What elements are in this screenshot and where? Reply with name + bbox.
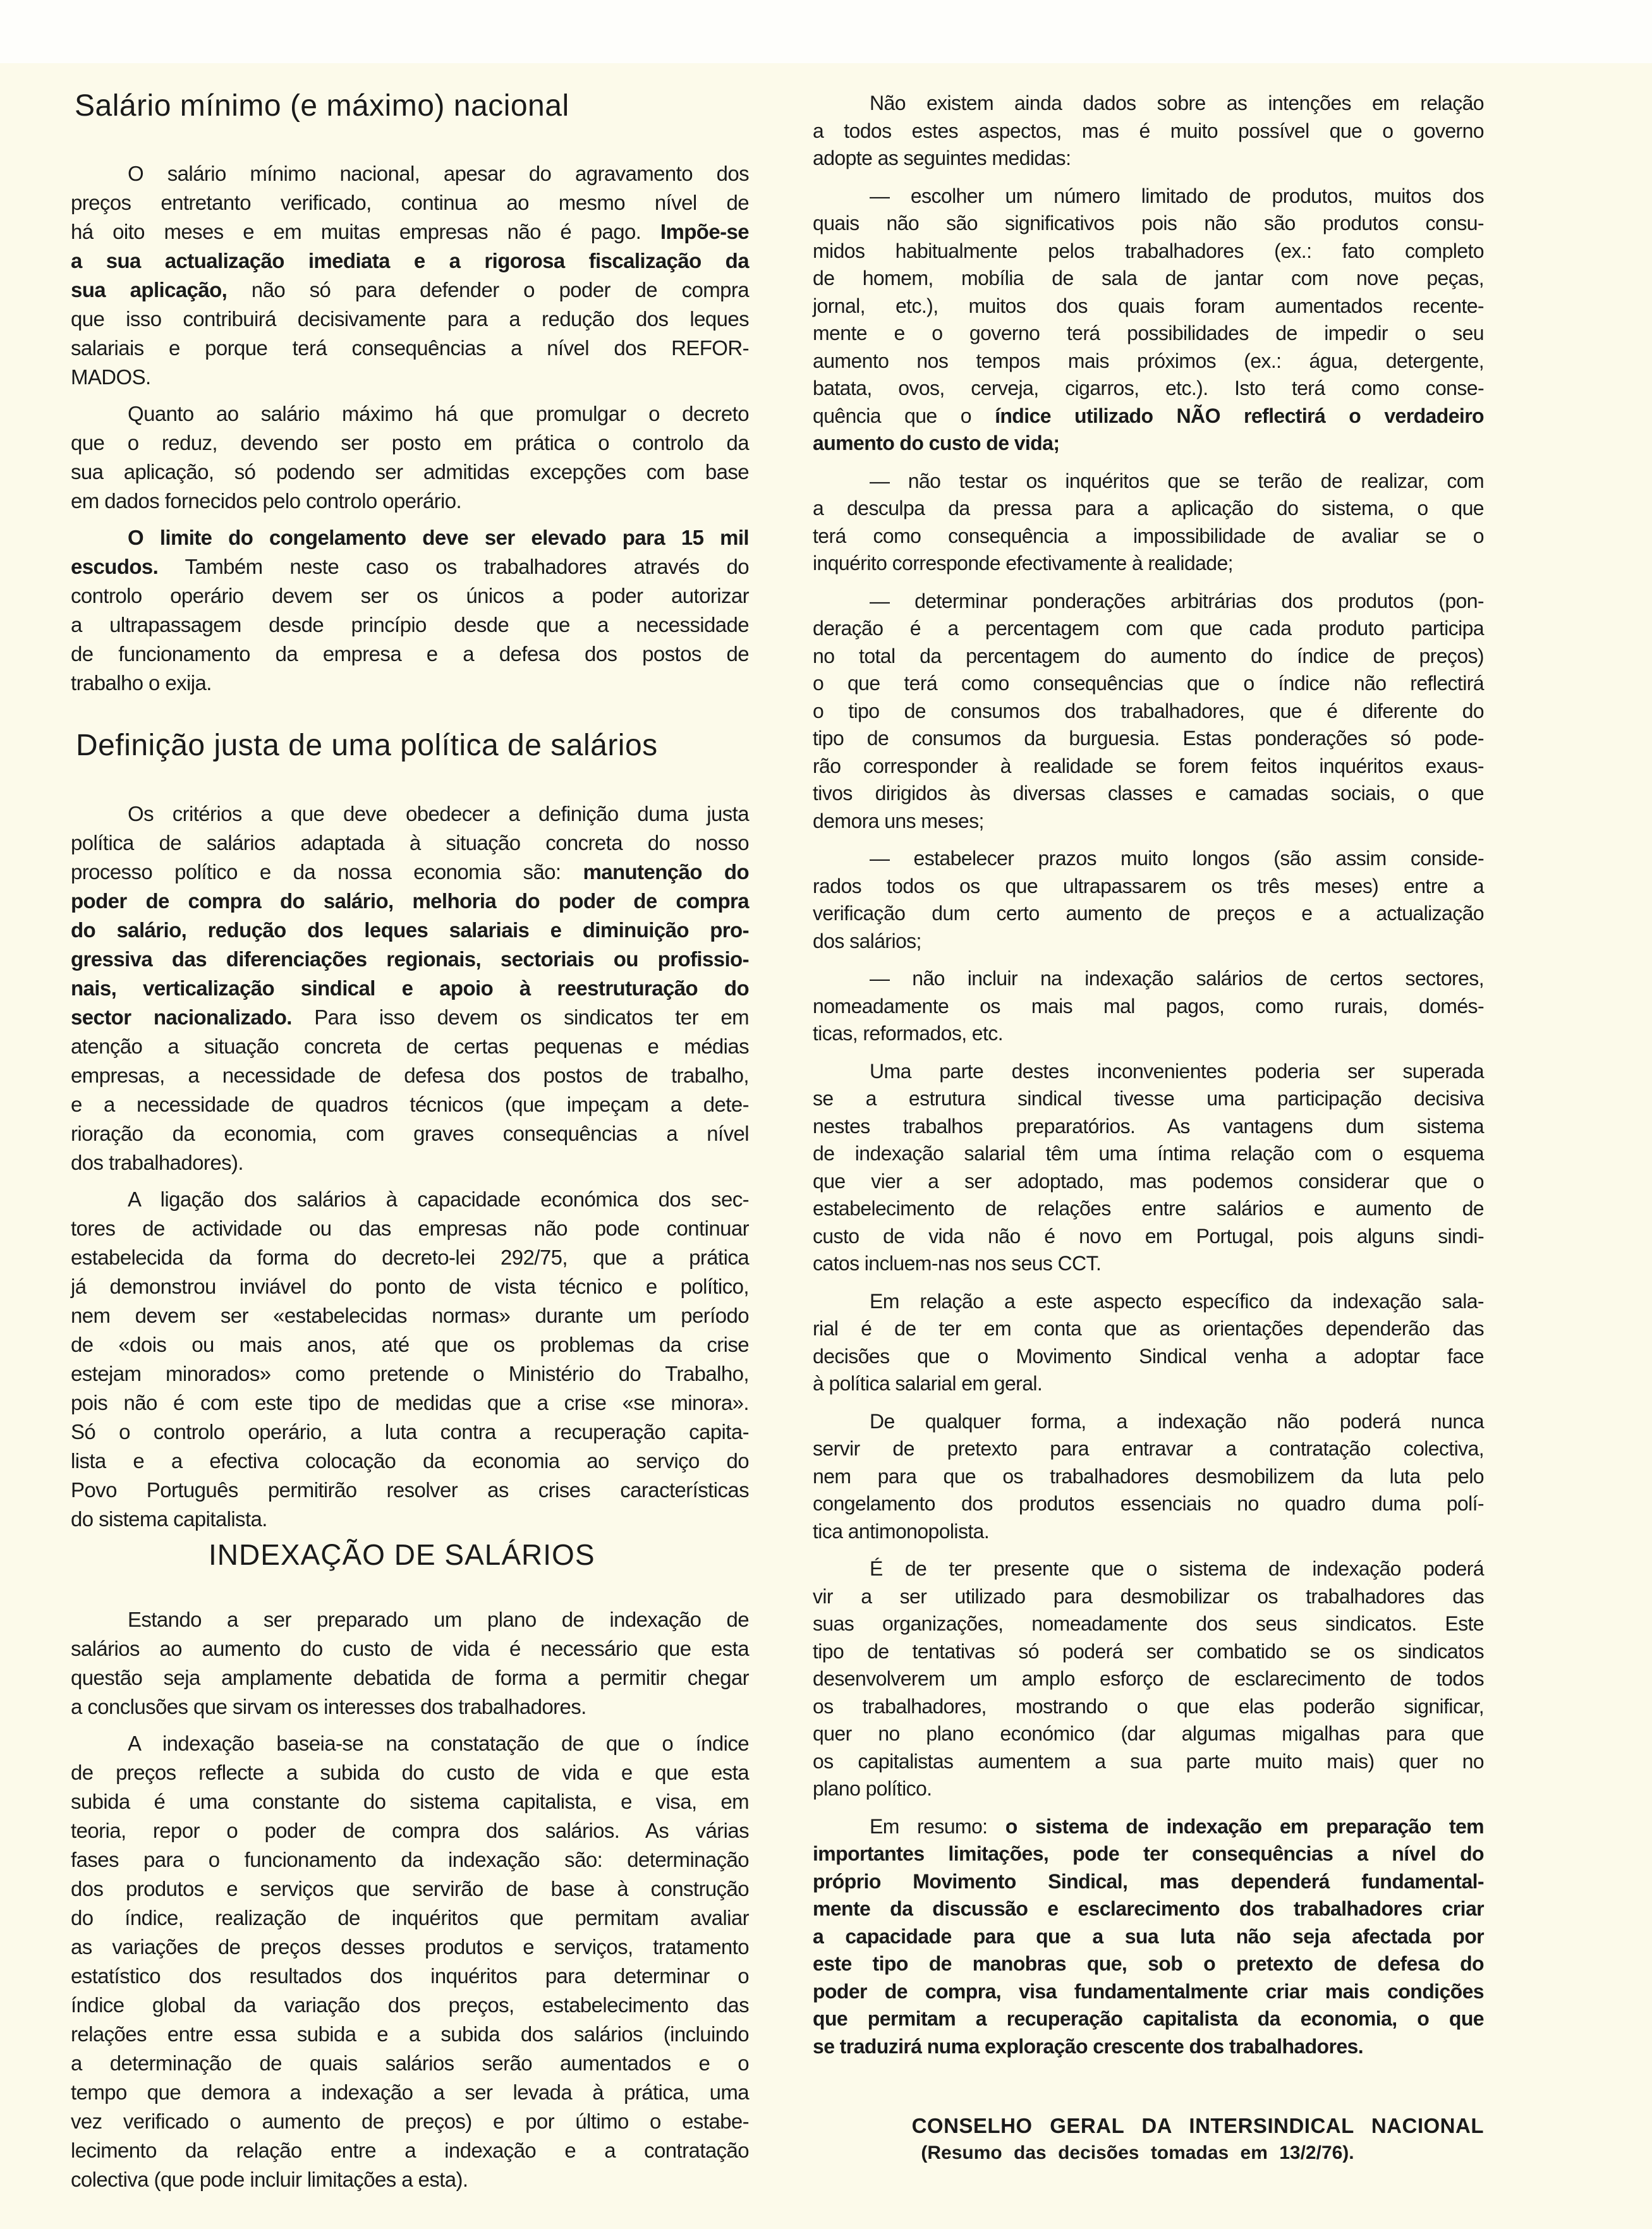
text-line xyxy=(71,916,749,945)
text-line xyxy=(813,1370,1484,1398)
text-line xyxy=(813,965,1484,993)
section-salario-minimo-body xyxy=(71,159,749,705)
text-line xyxy=(71,1991,749,2020)
text-line xyxy=(71,1634,749,1663)
text: deração é a percentagem com que cada produto participa xyxy=(813,617,1484,640)
text: — não testar os inquéritos que se terão de realizar, com xyxy=(870,469,1484,492)
text: catos incluem-nas nos seus CCT. xyxy=(813,1252,1102,1275)
bold-text: nais, verticalização sindical e apoio à reestruturação do xyxy=(71,976,749,1000)
text-line xyxy=(813,1085,1484,1113)
text-line xyxy=(71,1090,749,1119)
text: dos trabalhadores). xyxy=(71,1151,243,1174)
text: de preços reflecte a subida do custo de vida e que esta xyxy=(71,1761,749,1784)
text: não só para defender o poder de compra xyxy=(227,278,750,301)
text-line xyxy=(813,643,1484,671)
text-line xyxy=(813,1168,1484,1196)
text: salários ao aumento do custo de vida é necessário que esta xyxy=(71,1637,749,1660)
text: sua aplicação, só podendo ser admitidas excepções com base xyxy=(71,460,749,483)
text-line xyxy=(813,1315,1484,1343)
text: a todos estes aspectos, mas é muito possível que o governo xyxy=(813,119,1484,142)
text: Em relação a este aspecto específico da indexação sala- xyxy=(870,1289,1484,1313)
text-line xyxy=(71,1874,749,1904)
paragraph xyxy=(813,183,1484,458)
text: rioração da economia, com graves consequências a nível xyxy=(71,1122,749,1145)
text: Para isso devem os sindicatos ter em xyxy=(291,1005,749,1029)
text-line xyxy=(813,1518,1484,1546)
text: política de salários adaptada à situação concreta do nosso xyxy=(71,831,749,854)
text-line xyxy=(71,159,749,188)
text: decisões que o Movimento Sindical venha a adoptar face xyxy=(813,1344,1484,1368)
text: tica antimonopolista. xyxy=(813,1519,990,1543)
text-line xyxy=(813,550,1484,578)
text-line xyxy=(71,1148,749,1177)
text-line xyxy=(813,1813,1484,1841)
signature-date-note: (Resumo das decisões tomadas em 13/2/76). xyxy=(921,2142,1354,2163)
text: estabelecida da forma do decreto-lei 292/75, que a prática xyxy=(71,1246,749,1269)
text-line xyxy=(813,725,1484,753)
text: Também neste caso os trabalhadores através do xyxy=(158,555,749,578)
bold-text: importantes limitações, pode ter consequências a nível do xyxy=(813,1842,1484,1865)
text: à política salarial em geral. xyxy=(813,1372,1043,1395)
text: o que terá como consequências que o índice não reflectirá xyxy=(813,672,1484,695)
text-line xyxy=(813,1583,1484,1611)
text: empresas, a necessidade de defesa dos postos de trabalho, xyxy=(71,1064,749,1087)
text-line xyxy=(813,375,1484,403)
text: de homem, mobília de sala de jantar com nove peças, xyxy=(813,267,1484,289)
text-line xyxy=(813,615,1484,643)
text: ticas, reformados, etc. xyxy=(813,1022,1003,1045)
text: dos produtos e serviços que servirão de base à construção xyxy=(71,1877,749,1900)
text-line xyxy=(71,1933,749,1962)
text: Uma parte destes inconvenientes poderia ser superada xyxy=(870,1059,1484,1083)
text: tores de actividade ou das empresas não pode continuar xyxy=(71,1217,749,1240)
text-line xyxy=(813,1343,1484,1371)
text-line xyxy=(71,246,749,276)
text: que o reduz, devendo ser posto em prática o controlo da xyxy=(71,431,749,454)
section-indexacao-body xyxy=(71,1605,749,2202)
paragraph xyxy=(813,588,1484,835)
text-line xyxy=(813,2005,1484,2033)
bold-text: índice utilizado NÃO reflectirá o verdadeiro xyxy=(995,404,1484,427)
text-line xyxy=(813,993,1484,1021)
text: A ligação dos salários à capacidade económica dos sec- xyxy=(128,1187,749,1211)
text: De qualquer forma, a indexação não poderá nunca xyxy=(870,1409,1484,1433)
text: nomeadamente os mais mal pagos, como rurais, domés- xyxy=(813,994,1484,1017)
text: rão corresponder à realidade se forem feitos inquéritos exaus- xyxy=(813,754,1484,777)
paragraph xyxy=(813,1408,1484,1546)
text-line xyxy=(71,1214,749,1243)
text-line xyxy=(813,1140,1484,1168)
text-line xyxy=(813,495,1484,523)
text: lecimento da relação entre a indexação e a contratação xyxy=(71,2139,749,2162)
bold-text: mente da discussão e esclarecimento dos trabalhadores criar xyxy=(813,1897,1484,1920)
text: jornal, etc.), muitos dos quais foram aumentados recente- xyxy=(813,294,1484,317)
bold-text: O limite do congelamento deve ser elevado para 15 mil xyxy=(128,526,749,549)
text-line xyxy=(71,1729,749,1758)
text-line xyxy=(813,588,1484,616)
text: desenvolverem um amplo esforço de esclarecimento de todos xyxy=(813,1667,1484,1690)
text: — escolher um número limitado de produtos, muitos dos xyxy=(870,184,1484,207)
text: que vier a ser adoptado, mas podemos considerar que o xyxy=(813,1169,1484,1193)
text-line xyxy=(813,1223,1484,1251)
text: congelamento dos produtos essenciais no quadro duma polí- xyxy=(813,1492,1484,1515)
text: a desculpa da pressa para a aplicação do sistema, o que xyxy=(813,497,1484,519)
text: questão seja amplamente debatida de forma a permitir chegar xyxy=(71,1666,749,1689)
text-line xyxy=(813,1868,1484,1896)
text-line xyxy=(71,217,749,246)
text: inquérito corresponde efectivamente à realidade; xyxy=(813,552,1233,574)
text-line xyxy=(71,858,749,887)
text-line xyxy=(813,265,1484,293)
heading-definicao-politica-salarios: Definição justa de uma política de salários xyxy=(76,729,658,762)
text: fases para o funcionamento da indexação são: determinação xyxy=(71,1848,749,1871)
bold-text: se traduzirá numa exploração crescente dos trabalhadores. xyxy=(813,2034,1364,2058)
text-line xyxy=(813,430,1484,458)
text-line xyxy=(71,428,749,458)
text-line xyxy=(71,1359,749,1388)
text-line xyxy=(813,1840,1484,1868)
text: em dados fornecidos pelo controlo operário. xyxy=(71,489,462,513)
text-line xyxy=(813,90,1484,118)
text: de «dois ou mais anos, até que os problemas da crise xyxy=(71,1333,749,1356)
text-line xyxy=(813,780,1484,808)
text-line xyxy=(813,1058,1484,1086)
text: o tipo de consumos dos trabalhadores, que é diferente do xyxy=(813,699,1484,722)
text: do índice, realização de inquéritos que permitam avaliar xyxy=(71,1906,749,1929)
text-line xyxy=(71,1962,749,1991)
text: de indexação salarial têm uma íntima relação com o esquema xyxy=(813,1142,1484,1165)
text: nem para que os trabalhadores desmobilizem da luta pelo xyxy=(813,1464,1484,1488)
text: lista e a efectiva colocação da economia ao serviço do xyxy=(71,1449,749,1473)
text: vir a ser utilizado para desmobilizar os trabalhadores das xyxy=(813,1584,1484,1608)
page-top-margin xyxy=(0,0,1652,63)
text-line xyxy=(813,1113,1484,1141)
text: rial é de ter em conta que as orientações dependerão das xyxy=(813,1317,1484,1340)
text-line xyxy=(71,399,749,428)
text: nestes trabalhos preparatórios. As vantagens dum sistema xyxy=(813,1114,1484,1138)
heading-indexacao-salarios: INDEXAÇÃO DE SALÁRIOS xyxy=(209,1538,595,1571)
text-line xyxy=(813,753,1484,780)
text: demora uns meses; xyxy=(813,809,984,832)
text-line xyxy=(813,928,1484,956)
text: que isso contribuirá decisivamente para a redução dos leques xyxy=(71,307,749,331)
text-line xyxy=(813,1638,1484,1666)
text: quais não são significativos pois não são produtos consu- xyxy=(813,212,1484,234)
paragraph xyxy=(813,965,1484,1048)
text-line xyxy=(71,1787,749,1816)
paragraph xyxy=(813,1555,1484,1803)
text: os trabalhadores, mostrando o que elas poderão significar, xyxy=(813,1694,1484,1718)
text-line xyxy=(813,1195,1484,1223)
paragraph xyxy=(71,1605,749,1722)
paragraph xyxy=(71,523,749,698)
text: subida é uma constante do sistema capitalista, e visa, em xyxy=(71,1790,749,1813)
text: os capitalistas aumentem a sua parte muito mais) quer no xyxy=(813,1749,1484,1773)
text-line xyxy=(71,1388,749,1418)
text: Não existem ainda dados sobre as intenções em relação xyxy=(870,92,1484,114)
text-line xyxy=(71,523,749,552)
text-line xyxy=(813,1020,1484,1048)
text-line xyxy=(813,1250,1484,1278)
text: há oito meses e em muitas empresas não é pago. xyxy=(71,220,660,243)
text-line xyxy=(813,1978,1484,2006)
text-line xyxy=(813,1720,1484,1748)
bold-text: a capacidade para que a sua luta não seja afectada por xyxy=(813,1924,1484,1948)
text-line xyxy=(813,210,1484,238)
text-line xyxy=(813,1775,1484,1803)
text: tempo que demora a indexação a ser levada à prática, uma xyxy=(71,2080,749,2104)
paragraph xyxy=(813,1813,1484,2061)
text: se a estrutura sindical tivesse uma participação decisiva xyxy=(813,1087,1484,1110)
paragraph xyxy=(71,399,749,516)
text: suas organizações, nomeadamente dos seus sindicatos. Este xyxy=(813,1612,1484,1635)
text: as variações de preços desses produtos e serviços, tratamento xyxy=(71,1935,749,1959)
text-line xyxy=(71,799,749,829)
text-line xyxy=(813,145,1484,173)
text-line xyxy=(71,1605,749,1634)
text-line xyxy=(71,1663,749,1692)
text: Estando a ser preparado um plano de indexação de xyxy=(128,1608,749,1631)
text-line xyxy=(813,1748,1484,1776)
text-line xyxy=(71,458,749,487)
text-line xyxy=(813,293,1484,320)
text-line xyxy=(71,2136,749,2165)
text-line xyxy=(71,2078,749,2107)
text: controlo operário devem ser os únicos a poder autorizar xyxy=(71,584,749,607)
text: — estabelecer prazos muito longos (são assim conside- xyxy=(870,847,1484,870)
text: quer no plano económico (dar algumas migalhas para que xyxy=(813,1722,1484,1745)
bold-text: escudos. xyxy=(71,555,159,578)
text-line xyxy=(71,2107,749,2136)
text: teoria, repor o poder de compra dos salários. As várias xyxy=(71,1819,749,1842)
text: salariais e porque terá consequências a nível dos REFOR- xyxy=(71,336,749,360)
text-line xyxy=(813,1610,1484,1638)
text-line xyxy=(71,887,749,916)
text: MADOS. xyxy=(71,365,151,389)
paragraph xyxy=(813,1058,1484,1278)
text: a conclusões que sirvam os interesses dos trabalhadores. xyxy=(71,1695,586,1718)
text-line xyxy=(71,1272,749,1301)
paragraph xyxy=(813,468,1484,578)
text: Em resumo: xyxy=(870,1814,1005,1838)
text-line xyxy=(813,1463,1484,1491)
text: índice global da variação dos preços, estabelecimento das xyxy=(71,1993,749,2017)
text: batata, ovos, cerveja, cigarros, etc.). Isto terá como conse- xyxy=(813,377,1484,399)
text-line xyxy=(71,1447,749,1476)
text-line xyxy=(71,829,749,858)
text: quência que o xyxy=(813,404,995,427)
text-line xyxy=(813,808,1484,835)
text: É de ter presente que o sistema de indexação poderá xyxy=(870,1557,1484,1580)
text-line xyxy=(71,305,749,334)
text-line xyxy=(813,468,1484,495)
text: — determinar ponderações arbitrárias dos produtos (pon- xyxy=(870,589,1484,612)
text: tipo de consumos da burguesia. Estas ponderações só pode- xyxy=(813,727,1484,750)
text: — não incluir na indexação salários de certos sectores, xyxy=(870,967,1484,990)
text: tipo de tentativas só poderá ser combatido se os sindicatos xyxy=(813,1639,1484,1663)
text-line xyxy=(71,1476,749,1505)
text-line xyxy=(813,403,1484,430)
text: midos habitualmente pelos trabalhadores (ex.: fato completo xyxy=(813,239,1484,262)
text-line xyxy=(71,2049,749,2078)
text-line xyxy=(71,188,749,217)
text: Povo Português permitirão resolver as crises características xyxy=(71,1478,749,1502)
bold-text: este tipo de manobras que, sob o pretexto de defesa do xyxy=(813,1952,1484,1975)
right-column-body xyxy=(813,90,1484,2070)
text: colectiva (que pode incluir limitações a esta). xyxy=(71,2168,468,2191)
text-line xyxy=(71,2165,749,2194)
text-line xyxy=(71,1061,749,1090)
text-line xyxy=(71,334,749,363)
text-line xyxy=(71,640,749,669)
paragraph xyxy=(71,1729,749,2194)
text-line xyxy=(813,1665,1484,1693)
text-line xyxy=(71,1758,749,1787)
text-line xyxy=(71,669,749,698)
text-line xyxy=(71,945,749,974)
text: custo de vida não é novo em Portugal, pois alguns sindi- xyxy=(813,1224,1484,1248)
text-line xyxy=(813,845,1484,873)
text: e a necessidade de quadros técnicos (que impeçam a dete- xyxy=(71,1093,749,1116)
text: Só o controlo operário, a luta contra a recuperação capita- xyxy=(71,1420,749,1443)
text-line xyxy=(813,238,1484,265)
text: do sistema capitalista. xyxy=(71,1507,267,1531)
text-line xyxy=(71,1243,749,1272)
text-line xyxy=(71,1692,749,1722)
text-line xyxy=(71,1330,749,1359)
bold-text: sector nacionalizado. xyxy=(71,1005,292,1029)
text-line xyxy=(813,183,1484,210)
text: verificação dum certo aumento de preços e a actualização xyxy=(813,902,1484,925)
text-line xyxy=(813,900,1484,928)
text-line xyxy=(813,118,1484,145)
text-line xyxy=(813,1950,1484,1978)
bold-text: próprio Movimento Sindical, mas dependerá fundamental- xyxy=(813,1869,1484,1893)
text: pois não é com este tipo de medidas que a crise «se minora». xyxy=(71,1391,749,1414)
text: já demonstrou inviável do ponto de vista técnico e político, xyxy=(71,1275,749,1298)
text: Quanto ao salário máximo há que promulgar o decreto xyxy=(128,402,749,425)
text-line xyxy=(813,873,1484,901)
text: preços entretanto verificado, continua ao mesmo nível de xyxy=(71,191,749,214)
bold-text: do salário, redução dos leques salariais e diminuição pro- xyxy=(71,918,749,942)
paragraph xyxy=(71,1185,749,1534)
section-politica-salarios-body xyxy=(71,799,749,1541)
text: nem devem ser «estabelecidas normas» durante um período xyxy=(71,1304,749,1327)
text-line xyxy=(813,523,1484,550)
paragraph xyxy=(813,1288,1484,1398)
text: a determinação de quais salários serão aumentados e o xyxy=(71,2051,749,2075)
text: de funcionamento da empresa e a defesa dos postos de xyxy=(71,642,749,665)
text-line xyxy=(71,1505,749,1534)
text: Os critérios a que deve obedecer a definição duma justa xyxy=(128,802,749,825)
text-line xyxy=(813,1555,1484,1583)
text: servir de pretexto para entravar a contratação colectiva, xyxy=(813,1437,1484,1460)
text: A indexação baseia-se na constatação de que o índice xyxy=(128,1732,749,1755)
bold-text: Impõe-se xyxy=(660,220,749,243)
text-line xyxy=(813,1288,1484,1316)
text-line xyxy=(71,487,749,516)
text: O salário mínimo nacional, apesar do agravamento dos xyxy=(128,162,749,185)
text-line xyxy=(813,348,1484,375)
paragraph xyxy=(813,845,1484,955)
bold-text: poder de compra, visa fundamentalmente criar mais condições xyxy=(813,1979,1484,2003)
text-line xyxy=(813,1490,1484,1518)
text-line xyxy=(71,552,749,581)
text-line xyxy=(71,363,749,392)
signature-organization: CONSELHO GERAL DA INTERSINDICAL NACIONAL xyxy=(911,2114,1484,2137)
heading-salario-minimo: Salário mínimo (e máximo) nacional xyxy=(75,89,569,123)
text: estabelecimento de relações entre salários e aumento de xyxy=(813,1197,1484,1220)
text-line xyxy=(71,1418,749,1447)
text: trabalho o exija. xyxy=(71,671,212,695)
text: relações entre essa subida e a subida dos salários (incluindo xyxy=(71,2022,749,2046)
text: tivos dirigidos às diversas classes e camadas sociais, o que xyxy=(813,782,1484,805)
bold-text: gressiva das diferenciações regionais, sectoriais ou profissio- xyxy=(71,947,749,971)
bold-text: sua aplicação, xyxy=(71,278,228,301)
text-line xyxy=(71,610,749,640)
text: dos salários; xyxy=(813,929,921,952)
text-line xyxy=(71,276,749,305)
text-line xyxy=(71,2020,749,2049)
bold-text: o sistema de indexação em preparação tem xyxy=(1005,1814,1485,1838)
text-line xyxy=(71,581,749,610)
text-line xyxy=(813,2033,1484,2061)
text-line xyxy=(71,974,749,1003)
text: mente e o governo terá possibilidades de impedir o seu xyxy=(813,322,1484,344)
bold-text: a sua actualização imediata e a rigorosa fiscalização da xyxy=(71,249,749,272)
text-line xyxy=(71,1119,749,1148)
bold-text: aumento do custo de vida; xyxy=(813,432,1060,454)
bold-text: poder de compra do salário, melhoria do poder de compra xyxy=(71,889,749,913)
text: terá como consequência a impossibilidade de avaliar se o xyxy=(813,524,1484,547)
text: no total da percentagem do aumento do índice de preços) xyxy=(813,644,1484,667)
text: a ultrapassagem desde princípio desde que a necessidade xyxy=(71,613,749,636)
text-line xyxy=(71,1301,749,1330)
text-line xyxy=(71,1904,749,1933)
text-line xyxy=(813,1895,1484,1923)
text: adopte as seguintes medidas: xyxy=(813,147,1071,169)
text: processo político e da nossa economia são: xyxy=(71,860,583,884)
text-line xyxy=(71,1185,749,1214)
text-line xyxy=(71,1845,749,1874)
text: plano político. xyxy=(813,1777,932,1800)
text-line xyxy=(71,1816,749,1845)
paragraph xyxy=(813,90,1484,173)
text: vez verificado o aumento de preços) e por último o estabe- xyxy=(71,2110,749,2133)
text: atenção a situação concreta de certas pequenas e médias xyxy=(71,1035,749,1058)
text-line xyxy=(813,320,1484,348)
text: estejam minorados» como pretende o Ministério do Trabalho, xyxy=(71,1362,749,1385)
paragraph xyxy=(71,799,749,1177)
text: aumento nos tempos mais próximos (ex.: água, detergente, xyxy=(813,349,1484,372)
text-line xyxy=(813,1408,1484,1436)
bold-text: manutenção do xyxy=(583,860,749,884)
text-line xyxy=(813,1923,1484,1951)
text-line xyxy=(813,670,1484,698)
paragraph xyxy=(71,159,749,392)
text-line xyxy=(813,1693,1484,1721)
text: estatístico dos resultados dos inquéritos para determinar o xyxy=(71,1964,749,1988)
text-line xyxy=(813,698,1484,726)
text: rados todos os que ultrapassarem os três meses) entre a xyxy=(813,874,1484,897)
text-line xyxy=(813,1435,1484,1463)
text-line xyxy=(71,1032,749,1061)
text-line xyxy=(71,1003,749,1032)
bold-text: que permitam a recuperação capitalista da economia, o que xyxy=(813,2007,1484,2030)
